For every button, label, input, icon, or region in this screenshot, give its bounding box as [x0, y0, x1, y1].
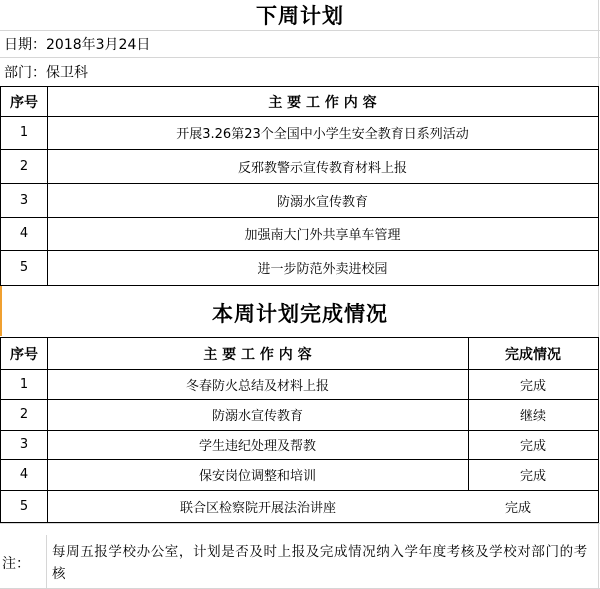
table-row-content: 保安岗位调整和培训 [47, 459, 469, 491]
table-row-status: 继续 [468, 399, 599, 431]
dept-row [0, 58, 600, 86]
table-row-index: 1 [0, 369, 48, 400]
note-label: 注： [2, 556, 30, 572]
this-week-title: 本周计划完成情况 [212, 302, 388, 326]
dept-value: 保卫科 [46, 65, 88, 81]
dept-label: 部门： [4, 65, 46, 81]
table-row-content: 防溺水宣传教育 [47, 183, 599, 218]
note-text: 每周五报学校办公室，计划是否及时上报及完成情况纳入学年度考核及学校对部门的考核 [52, 544, 588, 582]
table-row-index: 4 [0, 217, 48, 251]
table-row-index: 2 [0, 399, 48, 431]
table-row-index: 5 [0, 250, 48, 286]
gridline [0, 523, 600, 524]
table-row-content: 反邪教警示宣传教育材料上报 [47, 149, 599, 184]
table-row-status: 完成 [468, 459, 599, 491]
table-row-index: 2 [0, 149, 48, 184]
gridline [46, 535, 47, 589]
next-week-title: 下周计划 [256, 4, 344, 28]
date-row [0, 31, 600, 57]
this-week-col-content: 主 要 工 作 内 容 [47, 337, 469, 370]
date-value: 2018年3月24日 [46, 37, 151, 53]
table-row-index: 3 [0, 183, 48, 218]
table-row-content: 进一步防范外卖进校园 [47, 250, 599, 286]
table-row-index: 1 [0, 116, 48, 150]
table-row-content: 联合区检察院开展法治讲座 [47, 490, 469, 523]
table-row-status: 完成 [468, 490, 599, 523]
this-week-col-index: 序号 [0, 337, 48, 370]
date-label: 日期： [4, 37, 46, 53]
table-row-status: 完成 [468, 430, 599, 460]
next-week-col-index: 序号 [0, 86, 48, 117]
table-row-content: 加强南大门外共享单车管理 [47, 217, 599, 251]
table-row-index: 3 [0, 430, 48, 460]
table-row-content: 冬春防火总结及材料上报 [47, 369, 469, 400]
this-week-col-status: 完成情况 [468, 337, 599, 370]
table-row-index: 5 [0, 490, 48, 523]
next-week-col-content: 主 要 工 作 内 容 [47, 86, 599, 117]
table-row-content: 开展3.26第23个全国中小学生安全教育日系列活动 [47, 116, 599, 150]
table-row-index: 4 [0, 459, 48, 491]
table-row-content: 防溺水宣传教育 [47, 399, 469, 431]
table-row-status: 完成 [468, 369, 599, 400]
table-row-content: 学生违纪处理及帮教 [47, 430, 469, 460]
